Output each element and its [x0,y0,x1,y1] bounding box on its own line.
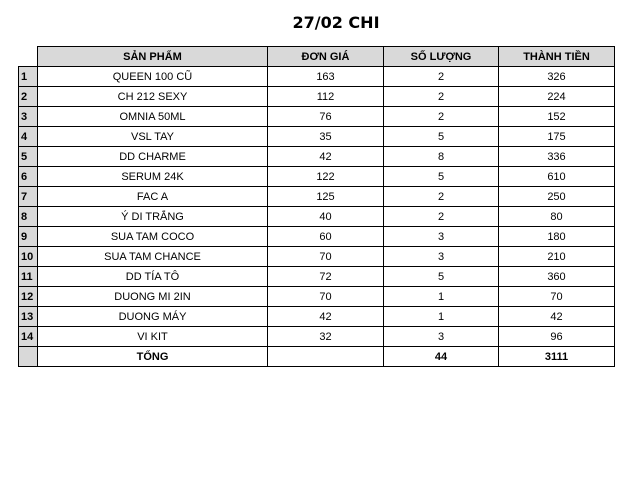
product-cell[interactable]: FAC A [38,187,268,207]
table-row [19,147,615,167]
price-cell[interactable]: 72 [268,267,384,287]
quantity-cell[interactable]: 2 [384,87,499,107]
sheet-title: 27/02 CHI [292,13,380,32]
row-index-cell: 13 [19,307,38,327]
table-row [19,167,615,187]
price-cell[interactable]: 40 [268,207,384,227]
column-header-quantity[interactable]: SỐ LƯỢNG [384,47,499,67]
quantity-cell[interactable]: 2 [384,207,499,227]
invoice-table [18,46,615,367]
product-cell[interactable]: DD CHARME [38,147,268,167]
row-index-cell: 1 [19,67,38,87]
totals-price-cell[interactable] [268,347,384,367]
product-cell[interactable]: CH 212 SEXY [38,87,268,107]
corner-cell [19,47,38,67]
totals-row [19,347,615,367]
table-row [19,207,615,227]
row-index-cell: 5 [19,147,38,167]
quantity-cell[interactable]: 2 [384,187,499,207]
product-cell[interactable]: OMNIA 50ML [38,107,268,127]
column-header-product[interactable]: SẢN PHẨM [38,47,268,67]
price-cell[interactable]: 42 [268,307,384,327]
row-index-cell: 7 [19,187,38,207]
table-row [19,307,615,327]
row-index-cell: 12 [19,287,38,307]
price-cell[interactable]: 35 [268,127,384,147]
amount-cell[interactable]: 210 [499,247,615,267]
table-row [19,127,615,147]
quantity-cell[interactable]: 3 [384,227,499,247]
price-cell[interactable]: 32 [268,327,384,347]
amount-cell[interactable]: 175 [499,127,615,147]
totals-quantity-cell[interactable]: 44 [384,347,499,367]
column-header-price[interactable]: ĐƠN GIÁ [268,47,384,67]
amount-cell[interactable]: 152 [499,107,615,127]
amount-cell[interactable]: 326 [499,67,615,87]
quantity-cell[interactable]: 5 [384,167,499,187]
row-index-cell: 6 [19,167,38,187]
row-index-cell: 8 [19,207,38,227]
totals-amount-cell[interactable]: 3111 [499,347,615,367]
row-index-cell: 11 [19,267,38,287]
product-cell[interactable]: SUA TAM COCO [38,227,268,247]
totals-label-cell[interactable]: TỔNG [38,347,268,367]
quantity-cell[interactable]: 3 [384,327,499,347]
quantity-cell[interactable]: 8 [384,147,499,167]
quantity-cell[interactable]: 1 [384,287,499,307]
product-cell[interactable]: SERUM 24K [38,167,268,187]
product-cell[interactable]: VI KIT [38,327,268,347]
row-index-cell: 2 [19,87,38,107]
amount-cell[interactable]: 610 [499,167,615,187]
product-cell[interactable]: DD TÍA TÔ [38,267,268,287]
table-row [19,287,615,307]
column-header-total[interactable]: THÀNH TIỀN [499,47,615,67]
price-cell[interactable]: 122 [268,167,384,187]
amount-cell[interactable]: 180 [499,227,615,247]
price-cell[interactable]: 70 [268,287,384,307]
quantity-cell[interactable]: 5 [384,127,499,147]
amount-cell[interactable]: 336 [499,147,615,167]
quantity-cell[interactable]: 5 [384,267,499,287]
table-row [19,107,615,127]
row-index-cell: 3 [19,107,38,127]
amount-cell[interactable]: 70 [499,287,615,307]
row-index-cell: 9 [19,227,38,247]
amount-cell[interactable]: 42 [499,307,615,327]
quantity-cell[interactable]: 2 [384,107,499,127]
row-index-cell: 10 [19,247,38,267]
product-cell[interactable]: DUONG MI 2IN [38,287,268,307]
table-row [19,87,615,107]
amount-cell[interactable]: 360 [499,267,615,287]
table-row [19,247,615,267]
price-cell[interactable]: 60 [268,227,384,247]
amount-cell[interactable]: 224 [499,87,615,107]
table-body [19,67,615,347]
price-cell[interactable]: 112 [268,87,384,107]
table-row [19,227,615,247]
product-cell[interactable]: QUEEN 100 CŨ [38,67,268,87]
table-row [19,67,615,87]
row-index-cell: 14 [19,327,38,347]
amount-cell[interactable]: 250 [499,187,615,207]
product-cell[interactable]: VSL TAY [38,127,268,147]
row-index-cell: 4 [19,127,38,147]
product-cell[interactable]: SUA TAM CHANCE [38,247,268,267]
quantity-cell[interactable]: 2 [384,67,499,87]
product-cell[interactable]: Ý DI TRẮNG [38,207,268,227]
row-index-cell [19,347,38,367]
table-row [19,267,615,287]
price-cell[interactable]: 42 [268,147,384,167]
amount-cell[interactable]: 96 [499,327,615,347]
price-cell[interactable]: 70 [268,247,384,267]
price-cell[interactable]: 163 [268,67,384,87]
table-row [19,327,615,347]
quantity-cell[interactable]: 3 [384,247,499,267]
price-cell[interactable]: 125 [268,187,384,207]
price-cell[interactable]: 76 [268,107,384,127]
product-cell[interactable]: DUONG MÁY [38,307,268,327]
header-row [19,47,615,67]
table-row [19,187,615,207]
amount-cell[interactable]: 80 [499,207,615,227]
quantity-cell[interactable]: 1 [384,307,499,327]
